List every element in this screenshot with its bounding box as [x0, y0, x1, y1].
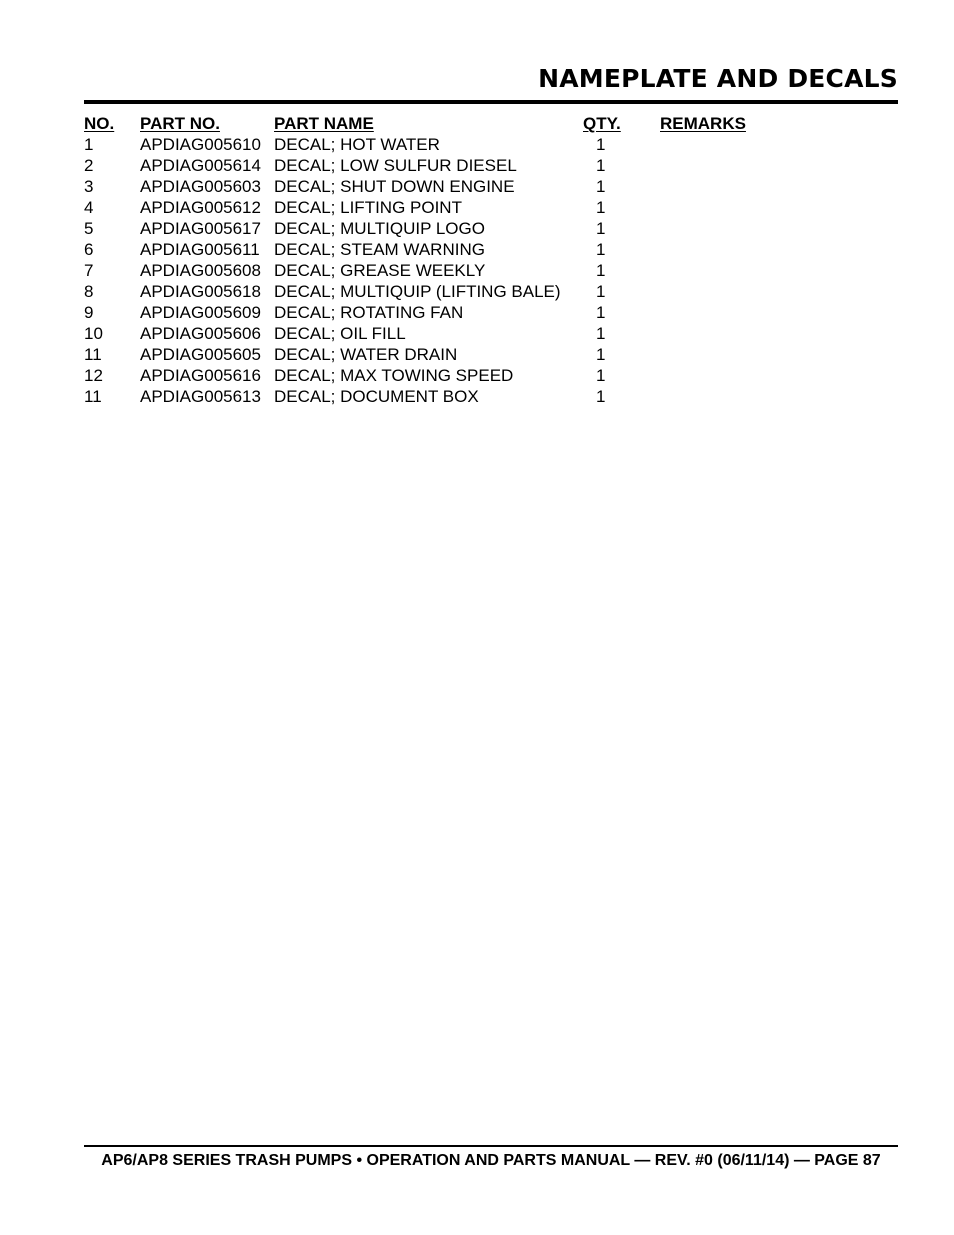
row-part-no: APDIAG005609 [140, 303, 261, 322]
table-row [84, 134, 784, 155]
row-qty: 1 [596, 366, 606, 385]
row-qty: 1 [596, 156, 606, 175]
row-qty: 1 [596, 135, 606, 154]
row-part-name: DECAL; ROTATING FAN [274, 303, 464, 322]
row-part-name: DECAL; STEAM WARNING [274, 240, 485, 259]
row-qty: 1 [596, 387, 606, 406]
row-part-no: APDIAG005616 [140, 366, 261, 385]
table-row [84, 176, 784, 197]
row-no: 5 [84, 219, 94, 238]
row-no: 3 [84, 177, 94, 196]
row-part-no: APDIAG005608 [140, 261, 261, 280]
row-part-no: APDIAG005606 [140, 324, 261, 343]
row-part-name: DECAL; WATER DRAIN [274, 345, 458, 364]
column-header-part-no: PART NO. [140, 114, 220, 133]
row-part-name: DECAL; MULTIQUIP (LIFTING BALE) [274, 282, 561, 301]
title-rule [84, 100, 898, 104]
column-header-part-name: PART NAME [274, 114, 374, 133]
table-row [84, 365, 784, 386]
row-no: 7 [84, 261, 94, 280]
row-part-no: APDIAG005611 [140, 240, 260, 259]
row-part-no: APDIAG005605 [140, 345, 261, 364]
row-no: 8 [84, 282, 94, 301]
column-header-remarks: REMARKS [660, 114, 746, 133]
row-part-no: APDIAG005612 [140, 198, 261, 217]
row-part-name: DECAL; GREASE WEEKLY [274, 261, 486, 280]
row-part-no: APDIAG005610 [140, 135, 261, 154]
row-part-name: DECAL; MAX TOWING SPEED [274, 366, 514, 385]
row-qty: 1 [596, 261, 606, 280]
row-no: 12 [84, 366, 103, 385]
row-qty: 1 [596, 219, 606, 238]
footer-rule [84, 1145, 898, 1147]
footer-text: AP6/AP8 SERIES TRASH PUMPS • OPERATION AND PARTS MANUAL — REV. #0 (06/11/14) — PAGE 87 [101, 1152, 881, 1169]
row-no: 10 [84, 324, 103, 343]
row-part-no: APDIAG005614 [140, 156, 261, 175]
row-part-name: DECAL; DOCUMENT BOX [274, 387, 479, 406]
table-row [84, 218, 784, 239]
row-no: 11 [84, 345, 102, 364]
table-row [84, 281, 784, 302]
column-header-qty: QTY. [583, 114, 621, 133]
table-row [84, 386, 784, 407]
row-part-name: DECAL; MULTIQUIP LOGO [274, 219, 485, 238]
row-part-name: DECAL; HOT WATER [274, 135, 440, 154]
table-body [84, 134, 784, 407]
row-no: 4 [84, 198, 94, 217]
row-part-no: APDIAG005618 [140, 282, 261, 301]
table-row [84, 260, 784, 281]
parts-table [84, 113, 784, 407]
page-title: NAMEPLATE AND DECALS [538, 64, 898, 93]
row-qty: 1 [596, 198, 606, 217]
row-part-no: APDIAG005613 [140, 387, 261, 406]
column-header-no: NO. [84, 114, 115, 133]
row-qty: 1 [596, 345, 606, 364]
row-no: 1 [84, 135, 94, 154]
row-qty: 1 [596, 240, 606, 259]
table-header-row [84, 113, 784, 134]
table-row [84, 323, 784, 344]
row-part-name: DECAL; LOW SULFUR DIESEL [274, 156, 517, 175]
row-no: 2 [84, 156, 94, 175]
row-part-no: APDIAG005617 [140, 219, 261, 238]
row-part-no: APDIAG005603 [140, 177, 261, 196]
row-qty: 1 [596, 303, 606, 322]
table-row [84, 239, 784, 260]
row-no: 6 [84, 240, 94, 259]
row-qty: 1 [596, 324, 606, 343]
row-no: 11 [84, 387, 102, 406]
row-qty: 1 [596, 177, 606, 196]
table-row [84, 197, 784, 218]
row-qty: 1 [596, 282, 606, 301]
row-part-name: DECAL; LIFTING POINT [274, 198, 462, 217]
row-part-name: DECAL; SHUT DOWN ENGINE [274, 177, 515, 196]
table-row [84, 344, 784, 365]
row-part-name: DECAL; OIL FILL [274, 324, 406, 343]
table-row [84, 155, 784, 176]
table-row [84, 302, 784, 323]
row-no: 9 [84, 303, 94, 322]
